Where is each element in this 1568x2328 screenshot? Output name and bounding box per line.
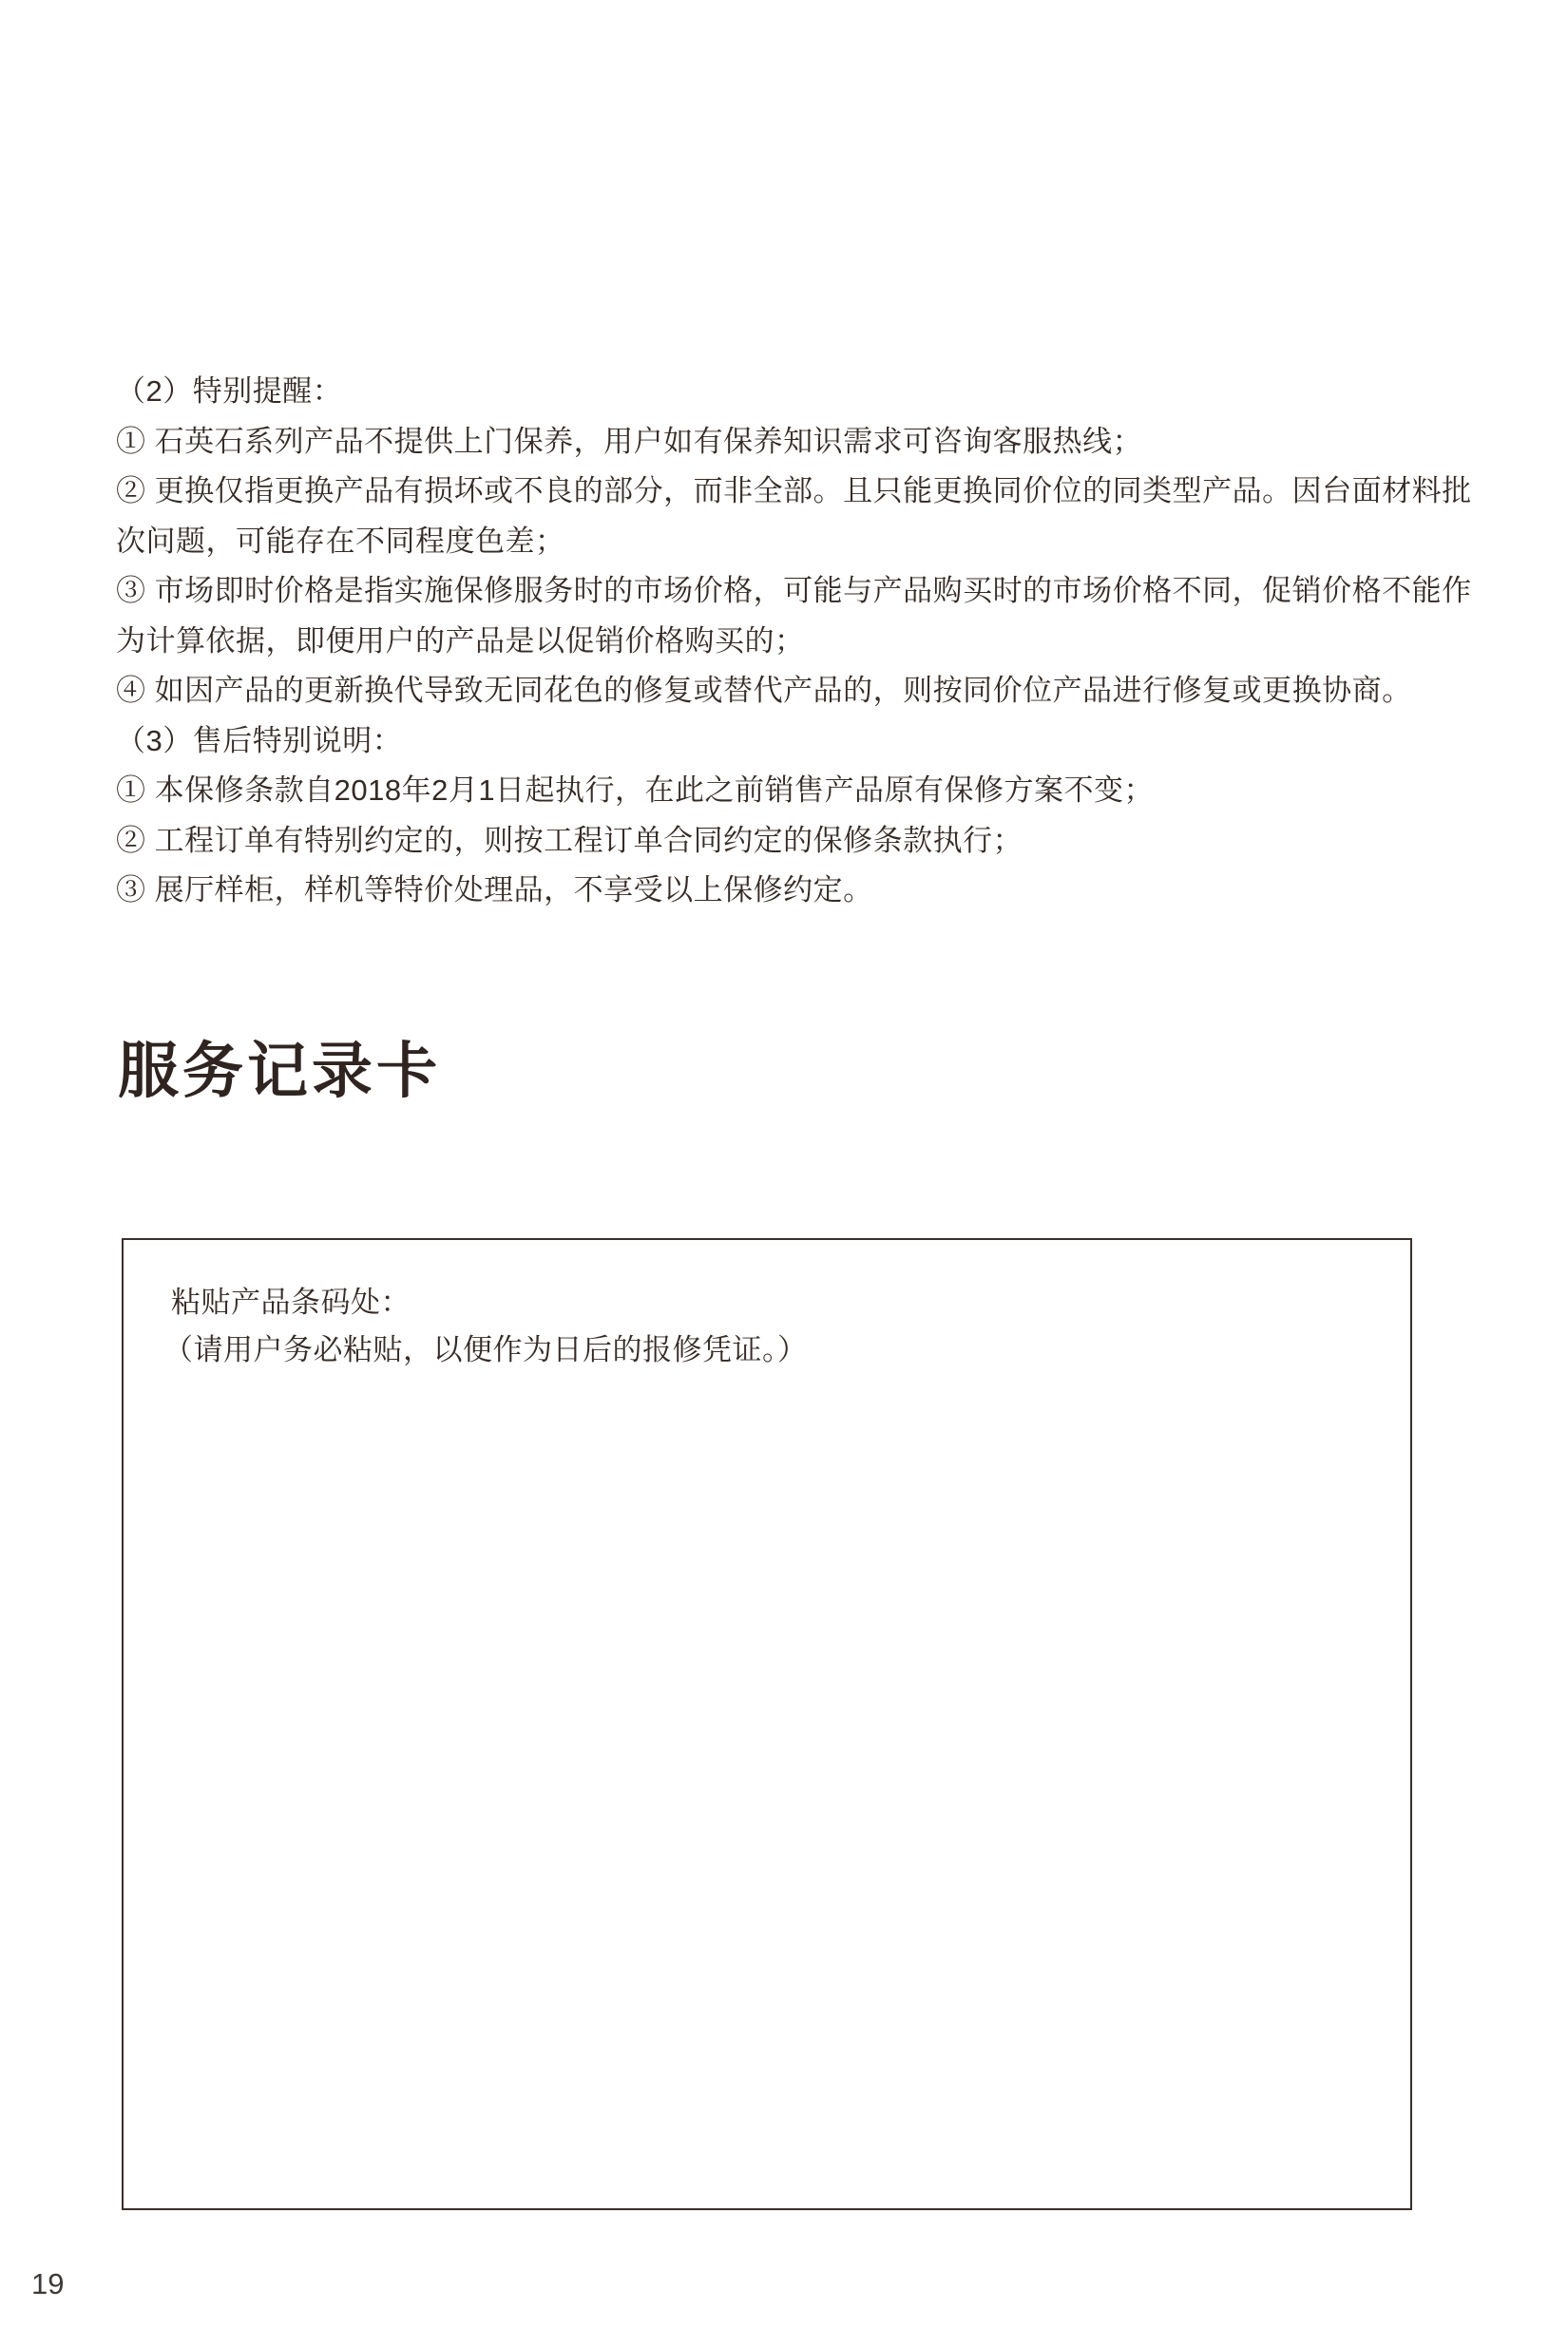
terms-line: ① 石英石系列产品不提供上门保养，用户如有保养知识需求可咨询客服热线； xyxy=(116,424,1143,458)
terms-line: ① 本保修条款自2018年2月1日起执行，在此之前销售产品原有保修方案不变； xyxy=(116,773,1155,807)
barcode-box-note: （请用户务必粘贴，以便作为日后的报修凭证。） xyxy=(163,1333,808,1366)
terms-line: ② 工程订单有特别约定的，则按工程订单合同约定的保修条款执行； xyxy=(116,823,1023,857)
warranty-terms xyxy=(116,367,1472,916)
barcode-box-label: 粘贴产品条码处： xyxy=(171,1286,411,1319)
page-number: 19 xyxy=(31,2267,65,2300)
terms-line: ② 更换仅指更换产品有损坏或不良的部分，而非全部。且只能更换同价位的同类型产品。因台面材料批 xyxy=(116,474,1472,507)
section-title: 服务记录卡 xyxy=(118,1037,441,1105)
terms-line: （3）售后特别说明： xyxy=(116,723,403,757)
terms-line: 为计算依据，即便用户的产品是以促销价格购买的； xyxy=(116,623,805,658)
terms-line: ③ 市场即时价格是指实施保修服务时的市场价格，可能与产品购买时的市场价格不同，促销价格不能作 xyxy=(116,574,1472,607)
terms-line: ③ 展厅样柜，样机等特价处理品，不享受以上保修约定。 xyxy=(116,873,873,906)
terms-line: 次问题，可能存在不同程度色差； xyxy=(116,524,565,558)
terms-line: （2）特别提醒： xyxy=(116,374,343,408)
barcode-box xyxy=(122,1238,1412,2210)
terms-line: ④ 如因产品的更新换代导致无同花色的修复或替代产品的，则按同价位产品进行修复或更换协商。 xyxy=(116,674,1412,707)
